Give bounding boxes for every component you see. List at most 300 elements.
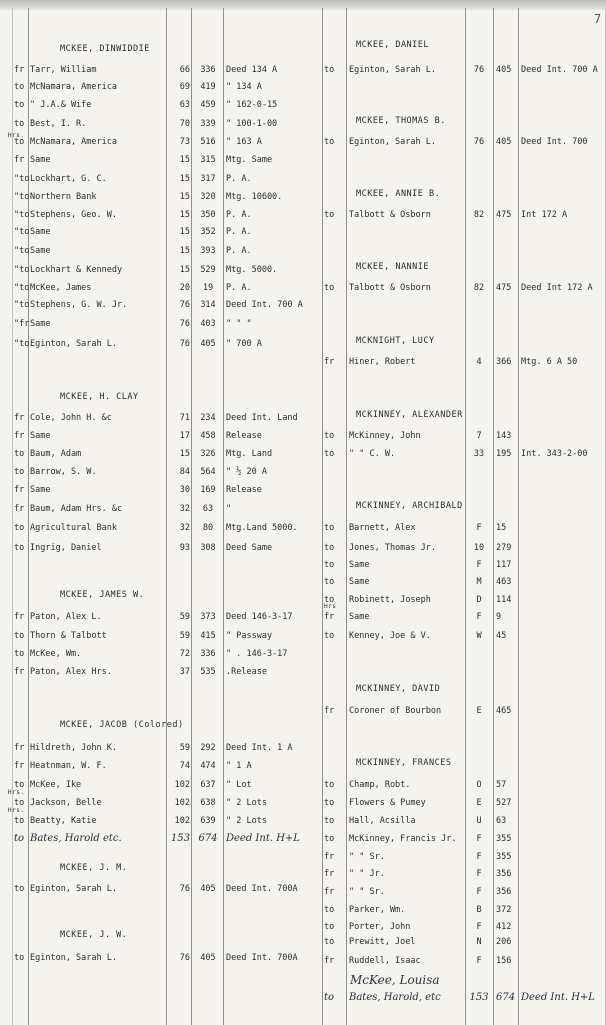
row-direction: "to <box>14 227 29 237</box>
row-party-name: Lockhart, G. C. <box>30 174 107 184</box>
row-direction: to <box>14 137 25 147</box>
row-party-name: Kenney, Joe & V. <box>349 631 431 641</box>
row-direction: to <box>324 780 335 790</box>
row-book-number: F <box>476 834 482 844</box>
row-direction: to <box>324 834 335 844</box>
ledger-row <box>0 866 606 882</box>
row-party-name: McKee, James <box>30 283 92 293</box>
row-page-number: 336 <box>200 649 216 659</box>
ledger-row <box>0 758 606 774</box>
row-page-number: 336 <box>200 65 216 75</box>
ledger-row <box>0 262 606 278</box>
row-book-number: 76 <box>179 319 190 329</box>
row-page-number: 279 <box>496 543 512 553</box>
row-direction: to <box>324 992 335 1003</box>
row-direction: to <box>14 884 25 894</box>
row-book-number: 15 <box>179 227 190 237</box>
row-direction: fr <box>324 887 335 897</box>
row-party-name: Parker, Wm. <box>349 905 406 915</box>
row-page-number: 529 <box>200 265 216 275</box>
row-page-number: 355 <box>496 834 512 844</box>
row-party-name: Eginton, Sarah L. <box>30 953 117 963</box>
row-book-number: 4 <box>476 357 482 367</box>
ledger-row <box>0 919 606 935</box>
row-page-number: 527 <box>496 798 512 808</box>
row-direction: to <box>324 922 335 932</box>
row-party-name: Porter, John <box>349 922 411 932</box>
row-party-name: Northern Bank <box>30 192 97 202</box>
row-party-name: Paton, Alex Hrs. <box>30 667 112 677</box>
row-book-number: F <box>476 560 482 570</box>
row-direction: to <box>324 631 335 641</box>
heirs-mark: Hrs. <box>8 807 25 814</box>
row-book-number: F <box>476 523 482 533</box>
row-book-number: 17 <box>179 431 190 441</box>
row-book-number: O <box>476 780 482 790</box>
row-page-number: 63 <box>202 504 214 514</box>
row-book-number: 10 <box>473 543 485 553</box>
row-party-name: Hall, Acsilla <box>349 816 416 826</box>
row-description: P. A. <box>226 283 252 293</box>
ledger-row <box>0 902 606 918</box>
row-book-number: 20 <box>179 283 190 293</box>
row-party-name: " " C. W. <box>349 449 396 459</box>
row-description: P. A. <box>226 246 252 256</box>
ledger-row <box>0 354 606 370</box>
row-page-number: 475 <box>496 283 512 293</box>
row-direction: fr <box>14 155 25 165</box>
ledger-row <box>0 609 606 625</box>
row-book-number: 153 <box>170 833 190 844</box>
row-party-name: Baum, Adam <box>30 449 82 459</box>
row-page-number: 315 <box>200 155 216 165</box>
row-party-name: Beatty, Katie <box>30 816 97 826</box>
row-page-number: 516 <box>200 137 216 147</box>
row-page-number: 143 <box>496 431 512 441</box>
ledger-row <box>0 884 606 900</box>
row-party-name: McKee, Ike <box>30 780 82 790</box>
section-heading: MCKINNEY, FRANCES <box>356 758 452 768</box>
row-direction: to <box>324 65 335 75</box>
row-description: Deed Int. H+L <box>521 992 595 1003</box>
row-book-number: 59 <box>179 612 190 622</box>
row-direction: to <box>14 816 25 826</box>
row-party-name: Same <box>30 485 51 495</box>
row-direction: to <box>14 798 25 808</box>
ledger-row <box>0 134 606 150</box>
row-page-number: 317 <box>200 174 216 184</box>
row-description: Mtg.Land 5000. <box>226 523 298 533</box>
row-description: Int 172 A <box>521 210 568 220</box>
row-book-number: 7 <box>476 431 482 441</box>
row-direction: fr <box>14 485 25 495</box>
row-party-name: Barrow, S. W. <box>30 467 97 477</box>
ledger-row <box>0 224 606 240</box>
row-party-name: Same <box>349 577 370 587</box>
row-party-name: Robinett, Joseph <box>349 595 431 605</box>
row-direction: fr <box>14 431 25 441</box>
ledger-row <box>0 464 606 480</box>
row-direction: fr <box>324 612 335 622</box>
row-party-name: Same <box>30 431 51 441</box>
row-party-name: Ingrig, Daniel <box>30 543 102 553</box>
row-direction: to <box>14 833 25 844</box>
row-party-name: Baum, Adam Hrs. &c <box>30 504 123 514</box>
row-book-number: 59 <box>179 631 190 641</box>
row-party-name: Hildreth, John K. <box>30 743 117 753</box>
section-heading: MCKINNEY, ALEXANDER <box>356 410 463 420</box>
row-page-number: 326 <box>200 449 216 459</box>
row-direction: to <box>324 798 335 808</box>
ledger-row <box>0 557 606 573</box>
row-book-number: 15 <box>179 192 190 202</box>
row-party-name: Same <box>30 227 51 237</box>
row-party-name: Eginton, Sarah L. <box>30 339 117 349</box>
ledger-row <box>0 574 606 590</box>
heirs-mark: Hrs. <box>8 132 25 139</box>
ledger-row <box>0 316 606 332</box>
row-description: " 2 Lots <box>226 798 267 808</box>
row-description: " 1 A <box>226 761 252 771</box>
row-page-number: 355 <box>496 852 512 862</box>
ledger-row <box>0 831 606 847</box>
ledger-row <box>0 189 606 205</box>
row-page-number: 156 <box>496 956 512 966</box>
row-description: " 162-0-15 <box>226 100 278 110</box>
row-description: Deed Int. Land <box>226 413 298 423</box>
row-book-number: F <box>476 869 482 879</box>
row-direction: fr <box>324 357 335 367</box>
ledger-row <box>0 243 606 259</box>
row-direction: to <box>14 649 25 659</box>
row-direction: to <box>14 467 25 477</box>
row-description: Deed Int. 700A <box>226 884 298 894</box>
row-party-name: Eginton, Sarah L. <box>349 65 436 75</box>
section-heading: MCKEE, THOMAS B. <box>356 116 446 126</box>
row-description: " 700 A <box>226 339 262 349</box>
row-direction: to <box>324 523 335 533</box>
row-page-number: 405 <box>200 953 216 963</box>
row-book-number: 102 <box>174 798 190 808</box>
row-page-number: 356 <box>496 869 512 879</box>
row-party-name: McKee, Wm. <box>30 649 82 659</box>
row-book-number: 32 <box>179 523 190 533</box>
row-party-name: Same <box>30 319 51 329</box>
row-book-number: 37 <box>179 667 190 677</box>
row-page-number: 403 <box>200 319 216 329</box>
row-direction: to <box>324 905 335 915</box>
ledger-row <box>0 540 606 556</box>
row-book-number: 70 <box>179 119 190 129</box>
row-page-number: 405 <box>496 137 512 147</box>
row-page-number: 206 <box>496 937 512 947</box>
section-heading: MCKEE, DINWIDDIE <box>60 44 150 54</box>
row-party-name: Coroner of Bourbon <box>349 706 442 716</box>
ledger-row <box>0 813 606 829</box>
row-page-number: 415 <box>200 631 216 641</box>
row-description: P. A. <box>226 227 252 237</box>
row-page-number: 169 <box>200 485 216 495</box>
row-direction: to <box>324 595 335 605</box>
ledger-row <box>0 703 606 719</box>
row-description: Deed Int 172 A <box>521 283 593 293</box>
row-description: Mtg. Land <box>226 449 273 459</box>
section-heading: MCKINNEY, ARCHIBALD <box>356 501 463 511</box>
row-party-name: " J.A.& Wife <box>30 100 92 110</box>
row-book-number: 15 <box>179 449 190 459</box>
row-page-number: 19 <box>202 283 214 293</box>
row-page-number: 195 <box>496 449 512 459</box>
row-description: " Passway <box>226 631 273 641</box>
section-heading: MCKEE, NANNIE <box>356 262 430 272</box>
row-direction: to <box>324 560 335 570</box>
row-book-number: 76 <box>179 953 190 963</box>
row-book-number: 71 <box>179 413 190 423</box>
row-page-number: 292 <box>200 743 216 753</box>
row-party-name: Flowers & Pumey <box>349 798 426 808</box>
row-description: Deed Int. H+L <box>226 833 300 844</box>
row-page-number: 674 <box>496 992 516 1003</box>
row-party-name: Heatnman, W. F. <box>30 761 107 771</box>
row-book-number: 15 <box>179 265 190 275</box>
row-page-number: 393 <box>200 246 216 256</box>
row-party-name: Ruddell, Isaac <box>349 956 421 966</box>
row-description: Deed Int. 700 A <box>521 65 598 75</box>
scan-top-edge <box>0 0 606 10</box>
row-book-number: 59 <box>179 743 190 753</box>
row-book-number: F <box>476 612 482 622</box>
row-page-number: 405 <box>496 65 512 75</box>
row-direction: to <box>324 577 335 587</box>
row-description: Deed Same <box>226 543 273 553</box>
row-page-number: 465 <box>496 706 512 716</box>
row-page-number: 564 <box>200 467 216 477</box>
row-direction: to <box>324 137 335 147</box>
row-direction: "to <box>14 300 29 310</box>
row-party-name: Same <box>30 246 51 256</box>
row-page-number: 117 <box>496 560 512 570</box>
section-heading: MCKEE, DANIEL <box>356 40 430 50</box>
row-description: " 163 A <box>226 137 262 147</box>
section-heading: MCKEE, JACOB (Colored) <box>60 720 184 730</box>
row-description: " <box>226 504 232 514</box>
row-party-name: Best, I. R. <box>30 119 87 129</box>
row-book-number: 93 <box>179 543 190 553</box>
row-description: Deed Int. 1 A <box>226 743 293 753</box>
row-description: Release <box>226 431 262 441</box>
ledger-row <box>0 336 606 352</box>
row-party-name: Hiner, Robert <box>349 357 416 367</box>
row-book-number: 76 <box>473 65 485 75</box>
row-book-number: 76 <box>179 339 190 349</box>
ledger-row <box>0 849 606 865</box>
ledger-row <box>0 207 606 223</box>
row-page-number: 63 <box>496 816 507 826</box>
row-book-number: F <box>476 922 482 932</box>
row-direction: to <box>324 937 335 947</box>
ledger-row <box>0 152 606 168</box>
row-party-name: McKinney, Francis Jr. <box>349 834 457 844</box>
row-book-number: 74 <box>179 761 190 771</box>
row-description: " 100-1-00 <box>226 119 278 129</box>
row-page-number: 45 <box>496 631 507 641</box>
row-page-number: 320 <box>200 192 216 202</box>
row-direction: fr <box>14 504 25 514</box>
row-page-number: 366 <box>496 357 512 367</box>
row-direction: to <box>14 449 25 459</box>
row-page-number: 15 <box>496 523 507 533</box>
row-description: Release <box>226 485 262 495</box>
ledger-row <box>0 934 606 950</box>
row-direction: to <box>324 431 335 441</box>
row-direction: "to <box>14 174 29 184</box>
row-direction: to <box>14 631 25 641</box>
row-page-number: 419 <box>200 82 216 92</box>
ledger-row <box>0 97 606 113</box>
row-party-name: McNamara, America <box>30 137 117 147</box>
row-book-number: 30 <box>179 485 190 495</box>
row-direction: fr <box>324 706 335 716</box>
row-party-name: Same <box>349 560 370 570</box>
row-direction: fr <box>14 612 25 622</box>
row-direction: to <box>14 953 25 963</box>
row-party-name: Eginton, Sarah L. <box>349 137 436 147</box>
row-party-name: " " Jr. <box>349 869 385 879</box>
row-page-number: 352 <box>200 227 216 237</box>
row-description: " ½ 20 A <box>226 467 267 477</box>
row-page-number: 637 <box>200 780 216 790</box>
row-description: .Release <box>226 667 267 677</box>
row-page-number: 308 <box>200 543 216 553</box>
row-book-number: F <box>476 956 482 966</box>
row-direction: "to <box>14 246 29 256</box>
row-page-number: 372 <box>496 905 512 915</box>
row-book-number: 15 <box>179 210 190 220</box>
row-description: Deed 146-3-17 <box>226 612 293 622</box>
row-book-number: 33 <box>473 449 485 459</box>
row-direction: fr <box>14 65 25 75</box>
row-party-name: Agricultural Bank <box>30 523 117 533</box>
row-direction: to <box>14 523 25 533</box>
row-party-name: Bates, Harold, etc <box>349 992 441 1003</box>
row-party-name: Cole, John H. &c <box>30 413 112 423</box>
row-description: Deed Int. 700 <box>521 137 588 147</box>
row-page-number: 9 <box>496 612 502 622</box>
row-book-number: 84 <box>179 467 190 477</box>
row-page-number: 639 <box>200 816 216 826</box>
row-party-name: Talbott & Osborn <box>349 210 431 220</box>
row-book-number: 82 <box>473 283 485 293</box>
row-description: Mtg. 5000. <box>226 265 278 275</box>
row-party-name: Paton, Alex L. <box>30 612 102 622</box>
row-page-number: 475 <box>496 210 512 220</box>
row-party-name: " " Sr. <box>349 852 385 862</box>
row-page-number: 356 <box>496 887 512 897</box>
row-page-number: 405 <box>200 339 216 349</box>
row-book-number: 72 <box>179 649 190 659</box>
row-book-number: 15 <box>179 155 190 165</box>
row-book-number: 102 <box>174 816 190 826</box>
row-description: Int. 343-2-00 <box>521 449 588 459</box>
row-book-number: 76 <box>179 300 190 310</box>
row-page-number: 350 <box>200 210 216 220</box>
row-party-name: Eginton, Sarah L. <box>30 884 117 894</box>
row-page-number: 234 <box>200 413 216 423</box>
row-party-name: Thorn & Talbott <box>30 631 107 641</box>
ledger-row <box>0 446 606 462</box>
ledger-row <box>0 664 606 680</box>
ledger-row <box>0 795 606 811</box>
section-heading: MCKEE, J. M. <box>60 863 128 873</box>
row-direction: to <box>14 119 25 129</box>
row-direction: to <box>14 82 25 92</box>
row-direction: "to <box>14 265 29 275</box>
row-page-number: 474 <box>200 761 216 771</box>
ledger-row <box>0 520 606 536</box>
row-party-name: " " Sr. <box>349 887 385 897</box>
row-page-number: 339 <box>200 119 216 129</box>
row-page-number: 458 <box>200 431 216 441</box>
row-description: " . 146-3-17 <box>226 649 288 659</box>
row-book-number: E <box>476 798 482 808</box>
row-page-number: 638 <box>200 798 216 808</box>
ledger-row <box>0 740 606 756</box>
row-page-number: 373 <box>200 612 216 622</box>
ledger-row <box>0 501 606 517</box>
row-page-number: 463 <box>496 577 512 587</box>
row-description: P. A. <box>226 210 252 220</box>
row-direction: to <box>324 449 335 459</box>
row-description: " 2 Lots <box>226 816 267 826</box>
row-direction: fr <box>324 956 335 966</box>
row-book-number: 15 <box>179 174 190 184</box>
row-book-number: F <box>476 852 482 862</box>
row-book-number: M <box>476 577 482 587</box>
row-direction: to <box>324 210 335 220</box>
row-description: Deed 134 A <box>226 65 278 75</box>
row-description: " Lot <box>226 780 252 790</box>
row-party-name: Bates, Harold etc. <box>30 833 122 844</box>
ledger-row <box>0 116 606 132</box>
row-description: Mtg. Same <box>226 155 273 165</box>
ledger-row <box>0 171 606 187</box>
handwritten-heading: McKee, Louisa <box>350 973 440 987</box>
section-heading: MCKINNEY, DAVID <box>356 684 441 694</box>
ledger-row <box>0 280 606 296</box>
row-party-name: Jones, Thomas Jr. <box>349 543 436 553</box>
row-direction: "to <box>14 192 29 202</box>
row-book-number: 69 <box>179 82 190 92</box>
row-page-number: 314 <box>200 300 216 310</box>
row-page-number: 405 <box>200 884 216 894</box>
heirs-mark: Hrs <box>324 603 337 610</box>
row-description: P. A. <box>226 174 252 184</box>
row-party-name: Jackson, Belle <box>30 798 102 808</box>
row-direction: "to <box>14 210 29 220</box>
ledger-row <box>0 646 606 662</box>
row-description: Deed Int. 700 A <box>226 300 303 310</box>
row-party-name: McNamara, America <box>30 82 117 92</box>
row-book-number: D <box>476 595 482 605</box>
row-page-number: 80 <box>202 523 214 533</box>
row-direction: to <box>324 543 335 553</box>
ledger-row <box>0 953 606 969</box>
row-description: " " " <box>226 319 252 329</box>
row-direction: fr <box>14 761 25 771</box>
row-direction: "to <box>14 339 29 349</box>
row-page-number: 535 <box>200 667 216 677</box>
row-party-name: Talbott & Osborn <box>349 283 431 293</box>
